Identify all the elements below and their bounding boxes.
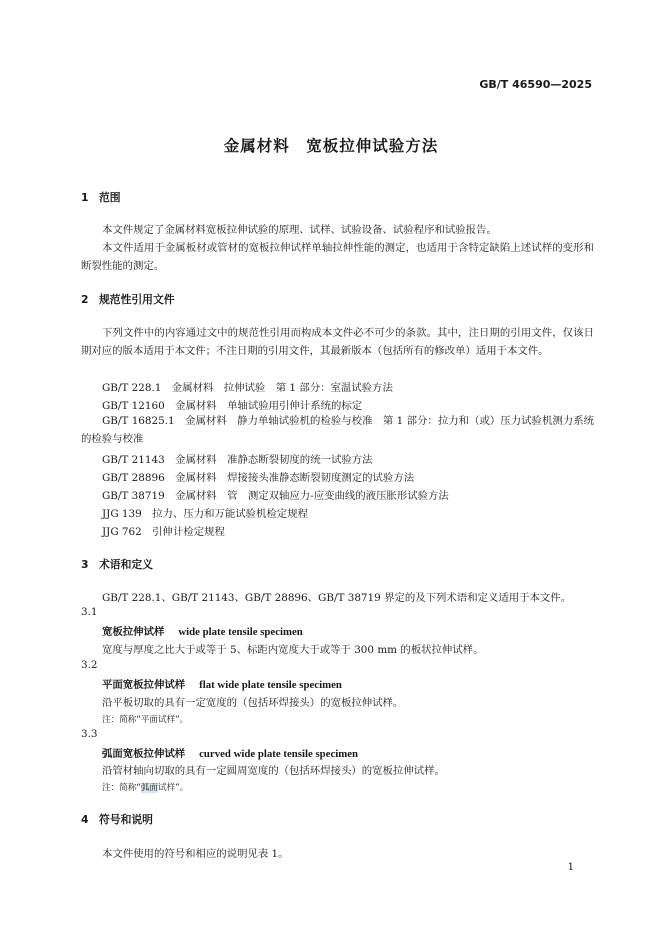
term-definition: 宽度与厚度之比大于或等于 5、标距内宽度大于或等于 300 mm 的板状拉伸试样。 xyxy=(102,644,484,656)
section-3-heading xyxy=(81,557,153,572)
term-number: 3.2 xyxy=(81,659,98,671)
standard-code: GB/T 46590—2025 xyxy=(479,78,592,91)
page-number: 1 xyxy=(567,862,574,873)
section-number: 3 xyxy=(81,558,89,571)
reference-item: JJG 139 拉力、压力和万能试验机检定规程 xyxy=(102,508,309,520)
term-note xyxy=(102,781,188,793)
reference-item: GB/T 21143 金属材料 准静态断裂韧度的统一试验方法 xyxy=(102,454,373,466)
section-4-heading xyxy=(81,812,153,827)
term-chinese: 平面宽板拉伸试样 xyxy=(102,679,186,691)
reference-item: GB/T 28896 金属材料 焊接接头准静态断裂韧度测定的试验方法 xyxy=(102,472,415,484)
note-text: 注：简称“ xyxy=(102,783,141,793)
references-intro: 下列文件中的内容通过文中的规范性引用而构成本文件必不可少的条款。其中，注日期的引用文件，仅该日期对应的版本适用于本文件；不注日期的引用文件，其最新版本（包括所有的修改单）适用于本文件。 xyxy=(81,327,594,358)
section-number: 2 xyxy=(81,293,89,306)
reference-item: GB/T 12160 金属材料 单轴试验用引伸计系统的标定 xyxy=(102,400,363,412)
reference-item: GB/T 228.1 金属材料 拉伸试验 第 1 部分：室温试验方法 xyxy=(102,382,393,394)
term-definition: 沿平板切取的具有一定宽度的（包括环焊接头）的宽板拉伸试样。 xyxy=(102,697,404,709)
term-english: flat wide plate tensile specimen xyxy=(199,679,342,691)
symbols-paragraph: 本文件使用的符号和相应的说明见表 1。 xyxy=(102,848,289,860)
section-1-heading xyxy=(81,190,121,205)
section-title: 术语和定义 xyxy=(99,558,153,571)
section-title: 范围 xyxy=(99,191,121,204)
term-english: curved wide plate tensile specimen xyxy=(199,748,359,760)
term-number: 3.1 xyxy=(81,606,98,618)
section-title: 规范性引用文件 xyxy=(99,293,175,306)
section-number: 4 xyxy=(81,813,89,826)
term-heading xyxy=(102,745,358,760)
section-number: 1 xyxy=(81,191,89,204)
term-note: 注：简称“平面试样”。 xyxy=(102,715,189,725)
term-heading xyxy=(102,676,342,691)
reference-item: JJG 762 引伸计检定规程 xyxy=(102,526,225,538)
section-title: 符号和说明 xyxy=(99,813,153,826)
term-heading xyxy=(102,623,303,638)
term-number: 3.3 xyxy=(81,728,98,740)
scope-paragraph-2: 本文件适用于金属板材或管材的宽板拉伸试样单轴拉伸性能的测定，也适用于含特定缺陷上述试样的变形和断裂性能的测定。 xyxy=(81,242,594,273)
term-definition: 沿管材轴向切取的具有一定圆周宽度的（包括环焊接头）的宽板拉伸试样。 xyxy=(102,765,445,777)
scope-paragraph-1: 本文件规定了金属材料宽板拉伸试验的原理、试样、试验设备、试验程序和试验报告。 xyxy=(102,224,497,236)
terms-intro: GB/T 228.1、GB/T 21143、GB/T 28896、GB/T 38719 界定的及下列术语和定义适用于本文件。 xyxy=(102,592,572,604)
section-2-heading xyxy=(81,292,175,307)
document-title: 金属材料 宽板拉伸试验方法 xyxy=(223,137,439,155)
reference-item: GB/T 16825.1 金属材料 静力单轴试验机的检验与校准 第 1 部分：拉力和（或）压力试验机测力系统的检验与校准 xyxy=(81,415,594,446)
term-english: wide plate tensile specimen xyxy=(178,626,303,638)
reference-item: GB/T 38719 金属材料 管 测定双轴应力-应变曲线的液压胀形试验方法 xyxy=(102,490,449,502)
highlighted-text: 弧面 xyxy=(140,783,159,793)
note-text: 试样”。 xyxy=(158,783,189,793)
term-chinese: 宽板拉伸试样 xyxy=(102,626,165,638)
term-chinese: 弧面宽板拉伸试样 xyxy=(102,748,186,760)
